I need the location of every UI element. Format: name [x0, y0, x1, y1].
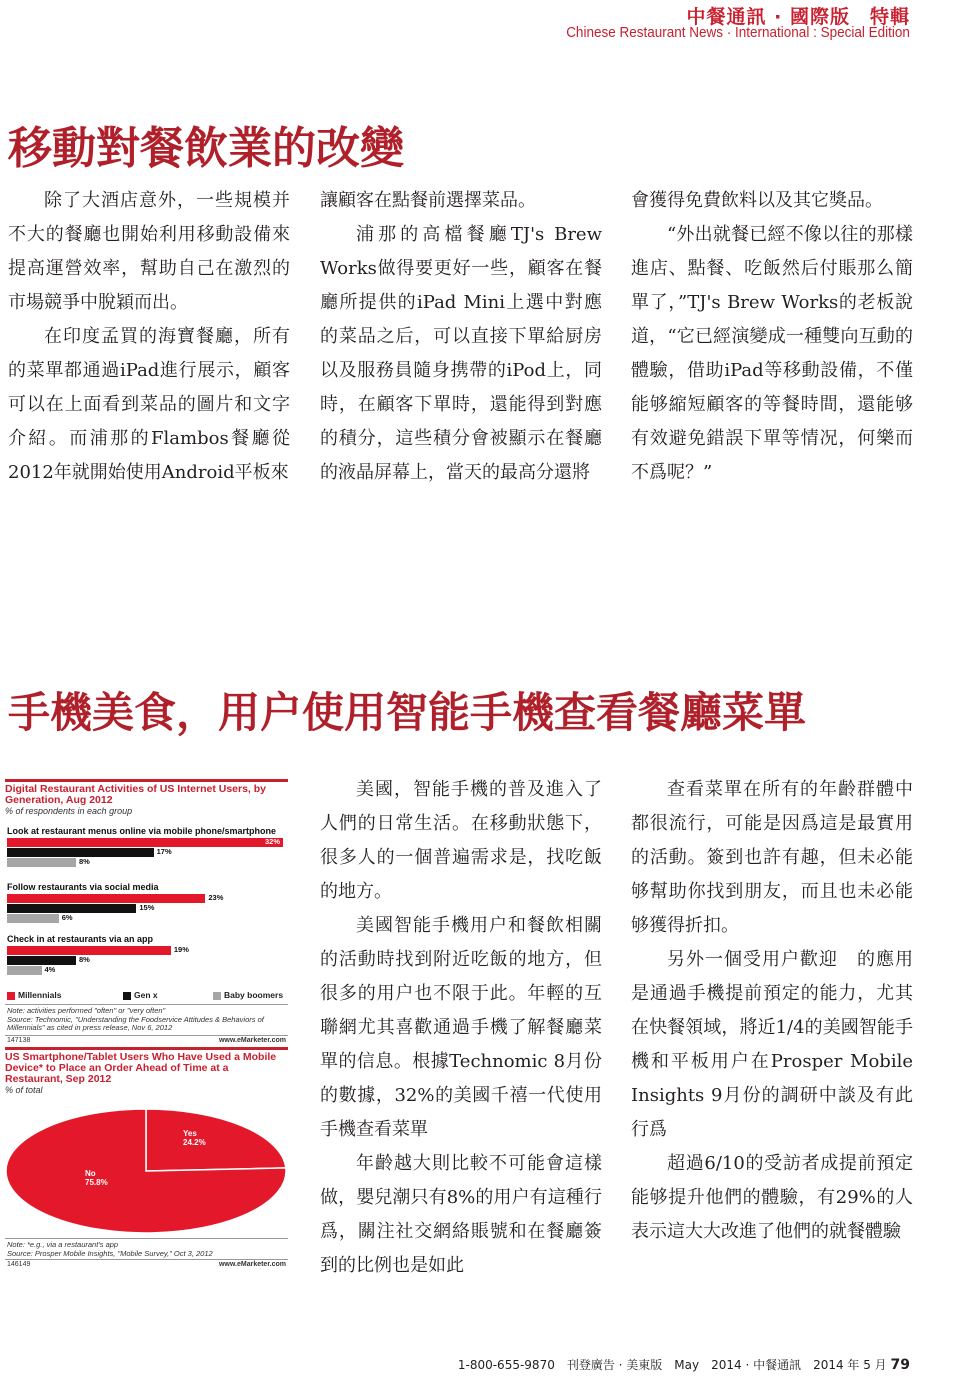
bar-baby-boomers: [7, 858, 76, 867]
legend-label: Gen x: [134, 990, 158, 1000]
chart-title: US Smartphone/Tablet Users Who Have Used a Mobile Device* to Place an Order Ahead of Time at a Restaurant, Sep 2012: [5, 1051, 277, 1085]
chart-subtitle: % of respondents in each group: [5, 806, 133, 816]
legend-swatch: [213, 992, 221, 1000]
divider: [5, 1259, 288, 1260]
legend-label: Baby boomers: [224, 990, 284, 1000]
note-text: Note: activities performed "often" or "very often": [7, 1006, 166, 1015]
legend-swatch: [7, 992, 15, 1000]
data-label: 32%: [265, 837, 281, 846]
slice-label: Yes: [183, 1129, 197, 1138]
chart-subtitle: % of total: [5, 1085, 43, 1095]
header-section-title: 中餐通訊 · 國際版 特輯: [686, 6, 910, 28]
chart-note: [7, 1007, 287, 1033]
data-label: 17%: [156, 847, 172, 856]
article1-column-2: [320, 184, 602, 490]
page-footer: [458, 1356, 910, 1373]
footer-text: 1-800-655-9870 刊登廣告 · 美東版 May 2014 · 中餐通訊 2014 年 5 月: [457, 1358, 887, 1372]
bar-gen-x: [7, 848, 154, 857]
data-label: 8%: [79, 955, 90, 964]
bar-millennials: [7, 894, 205, 903]
header-publication-name: Chinese Restaurant News · International : Special Edition: [566, 24, 910, 41]
bar-baby-boomers: [7, 914, 59, 923]
paragraph: 在印度孟買的海寶餐廳，所有的菜單都通過iPad進行展示，顧客可以在上面看到菜品的圖片和文字介紹。而浦那的Flambos餐廳從2012年就開始使用Android平板來: [8, 326, 290, 483]
pie-chart-order-ahead: [5, 1047, 288, 1272]
bar-gen-x: [7, 904, 136, 913]
chart-brand: www.eMarketer.com: [218, 1037, 286, 1044]
chart-id: 146149: [7, 1261, 31, 1268]
source-text: Source: Technomic, "Understanding the Foodservice Attitudes & Behaviors of Millennials" as cited in press release, Nov 6, 2012: [7, 1014, 264, 1032]
paragraph: 讓顧客在點餐前選擇菜品。: [320, 190, 536, 211]
paragraph: 查看菜單在所有的年齡群體中都很流行，可能是因爲這是最實用的活動。簽到也許有趣，但未必能够幫助你找到朋友，而且也未必能够獲得折扣。: [631, 779, 913, 936]
article2-column-1: [320, 773, 602, 1283]
legend-label: Millennials: [18, 990, 62, 1000]
article1-column-1: [8, 184, 290, 490]
bar-gen-x: [7, 956, 76, 965]
paragraph: 浦那的高檔餐廳TJ's Brew Works做得要更好一些，顧客在餐廳所提供的iPad Mini上選中對應的菜品之后，可以直接下單給厨房以及服務員隨身携帶的iPod上，同時，在顧客下單時，還能得到對應的積分，這些積分會被顯示在餐廳的液晶屏幕上，當天的最高分還將: [320, 224, 602, 483]
data-label: 23%: [208, 893, 224, 902]
pie-plot: [5, 1106, 288, 1236]
category-label: Look at restaurant menus online via mobile phone/smartphone: [7, 826, 277, 836]
note-text: Note: *e.g., via a restaurant's app: [7, 1240, 119, 1249]
data-label: 19%: [173, 945, 189, 954]
paragraph: 美國智能手機用户和餐飲相關的活動時找到附近吃飯的地方，但很多的用户也不限于此。年輕的互聯網尤其喜歡通過手機了解餐廳菜單的信息。根據Technomic 8月份的數據，32%的美國千禧一代使用手機查看菜單: [320, 915, 602, 1140]
paragraph: 美國，智能手機的普及進入了人們的日常生活。在移動狀態下，很多人的一個普遍需求是，找吃飯的地方。: [320, 779, 602, 902]
legend-swatch: [123, 992, 131, 1000]
bar-millennials: [7, 838, 283, 847]
page-number: 79: [890, 1357, 910, 1373]
article2-title: 手機美食，用户使用智能手機查看餐廳菜單: [8, 688, 807, 737]
chart-title: Digital Restaurant Activities of US Internet Users, by Generation, Aug 2012: [5, 783, 267, 806]
article1-title: 移動對餐飲業的改變: [8, 123, 404, 174]
paragraph: 年齡越大則比較不可能會這樣做，嬰兒潮只有8%的用户有這種行爲，關注社交網絡賬號和在餐廳簽到的比例也是如此: [320, 1153, 602, 1276]
chart-note: [7, 1241, 287, 1258]
category-label: Check in at restaurants via an app: [7, 934, 154, 944]
pie-slice-yes: [146, 1109, 286, 1171]
divider: [5, 1035, 288, 1036]
bar-chart-digital-activities: [5, 779, 288, 1047]
article2-column-2: [631, 773, 913, 1249]
data-label: 4%: [44, 965, 56, 974]
paragraph: 除了大酒店意外，一些規模并不大的餐廳也開始利用移動設備來提高運營效率，幫助自己在激烈的市場競爭中脫穎而出。: [8, 190, 290, 313]
data-label: 6%: [61, 913, 73, 922]
bar-millennials: [7, 946, 171, 955]
paragraph: 會獲得免費飲料以及其它獎品。: [631, 190, 883, 211]
paragraph: “外出就餐已經不像以往的那樣進店、點餐、吃飯然后付賬那么簡單了，”TJ's Brew Works的老板說道，“它已經演變成一種雙向互動的體驗，借助iPad等移動設備，不僅能够縮短顧客的等餐時間，還能够有效避免錯誤下單等情况，何樂而不爲呢？”: [631, 224, 913, 483]
paragraph: 超過6/10的受訪者成提前預定能够提升他們的體驗，有29%的人表示這大大改進了他們的就餐體驗: [631, 1153, 913, 1242]
legend-item-genx: [123, 990, 158, 1000]
legend-item-baby-boomers: [213, 990, 283, 1000]
data-label: 15%: [139, 903, 155, 912]
article1-column-3: [631, 184, 913, 490]
data-label: 8%: [79, 857, 90, 866]
chart-brand: www.eMarketer.com: [218, 1261, 286, 1268]
chart-id: 147138: [7, 1037, 31, 1044]
divider: [5, 1238, 288, 1239]
source-text: Source: Prosper Mobile Insights, "Mobile Survey," Oct 3, 2012: [7, 1248, 213, 1258]
legend-item-millennials: [7, 990, 61, 1000]
slice-value-label: 75.8%: [85, 1178, 108, 1187]
slice-value-label: 24.2%: [183, 1138, 206, 1147]
category-label: Follow restaurants via social media: [7, 882, 159, 892]
paragraph: 另外一個受用户歡迎 的應用是通過手機提前預定的能力，尤其在快餐領域，將近1/4的美國智能手機和平板用户在Prosper Mobile Insights 9月份的調研中談及有此行爲: [631, 949, 913, 1140]
bar-baby-boomers: [7, 966, 42, 975]
divider: [5, 1004, 288, 1005]
slice-label: No: [85, 1169, 96, 1178]
